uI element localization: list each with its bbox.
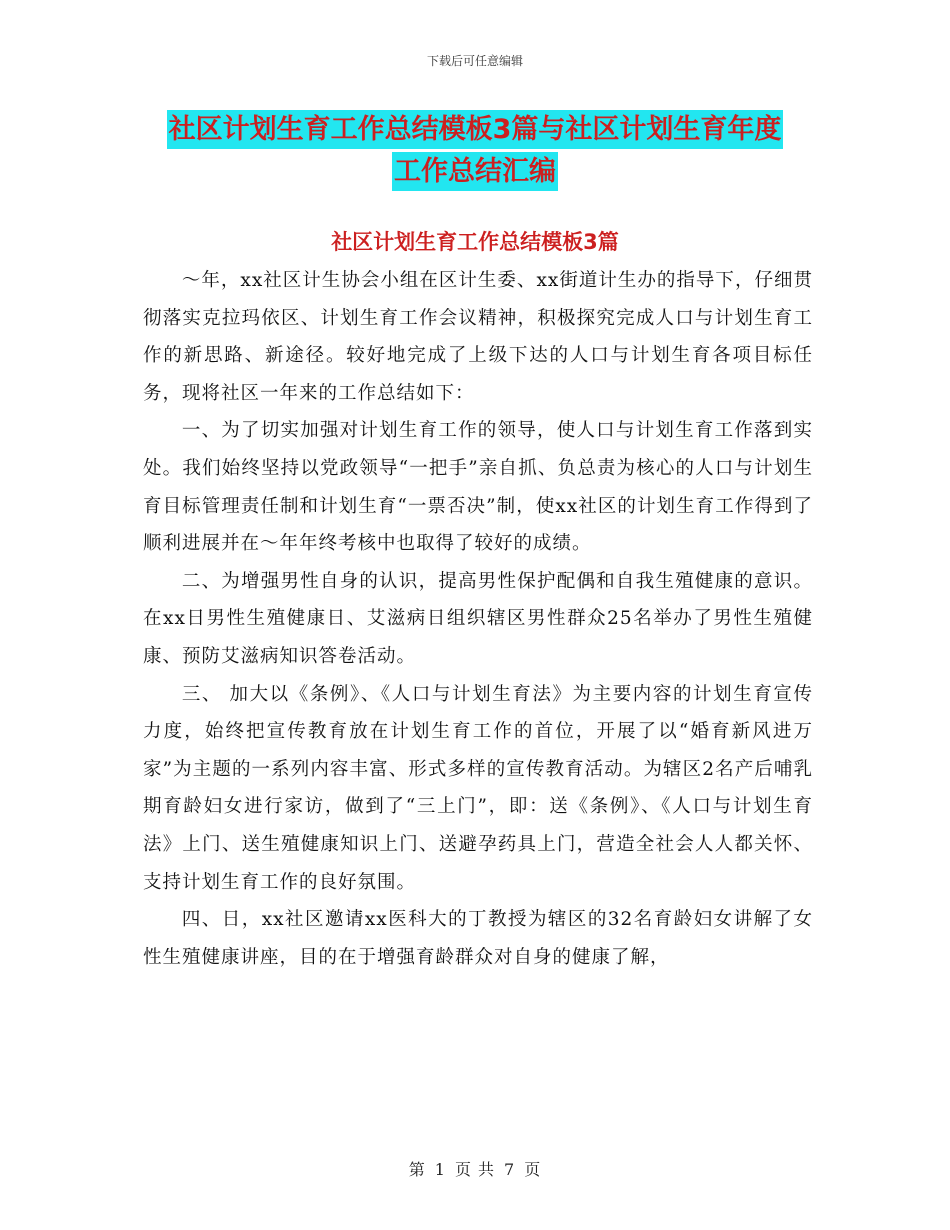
section-title: 社区计划生育工作总结模板3篇: [331, 230, 619, 254]
current-page-number: 1: [434, 1160, 446, 1179]
document-title-line-1: [0, 116, 950, 143]
paragraph: 三、 加大以《条例》、《人口与计划生育法》为主要内容的计划生育宣传力度，始终把宣传教育放在计划生育工作的首位，开展了以“婚育新风进万家”为主题的一系列内容丰富、形式多样的宣传教育活动。为辖区2名产后哺乳期育龄妇女进行家访，做到了“三上门”，即：送《条例》、《人口与计划生育法》上门、送生殖健康知识上门、送避孕药具上门，营造全社会人人都关怀、支持计划生育工作的良好氛围。: [143, 683, 813, 893]
page-label-mid: 页 共: [454, 1160, 496, 1179]
paragraph: 四、日，xx社区邀请xx医科大的丁教授为辖区的32名育龄妇女讲解了女性生殖健康讲座，目的在于增强育龄群众对自身的健康了解，: [143, 909, 813, 968]
header-note: 下载后可任意编辑: [426, 54, 523, 68]
page-label-suffix: 页: [524, 1160, 542, 1179]
total-pages-number: 7: [504, 1160, 516, 1179]
document-title-line-2: [0, 158, 950, 185]
title-highlight-2: 工作总结汇编: [392, 152, 558, 191]
paragraph: ～年，xx社区计生协会小组在区计生委、xx街道计生办的指导下，仔细贯彻落实克拉玛依区、计划生育工作会议精神，积极探究完成人口与计划生育工作的新思路、新途径。较好地完成了上级下达的人口与计划生育各项目标任务，现将社区一年来的工作总结如下：: [143, 270, 813, 404]
page-footer: [0, 1157, 950, 1180]
document-body: [143, 262, 813, 976]
paragraph: 二、为增强男性自身的认识，提高男性保护配偶和自我生殖健康的意识。在xx日男性生殖健康日、艾滋病日组织辖区男性群众25名举办了男性生殖健康、预防艾滋病知识答卷活动。: [143, 570, 813, 667]
title-highlight-1: 社区计划生育工作总结模板3篇与社区计划生育年度: [167, 110, 784, 149]
paragraph: 一、为了切实加强对计划生育工作的领导，使人口与计划生育工作落到实处。我们始终坚持以党政领导“一把手”亲自抓、负总责为核心的人口与计划生育目标管理责任制和计划生育“一票否决”制，使xx社区的计划生育工作得到了顺利进展并在～年年终考核中也取得了较好的成绩。: [143, 420, 813, 555]
page-label-prefix: 第: [408, 1160, 426, 1179]
